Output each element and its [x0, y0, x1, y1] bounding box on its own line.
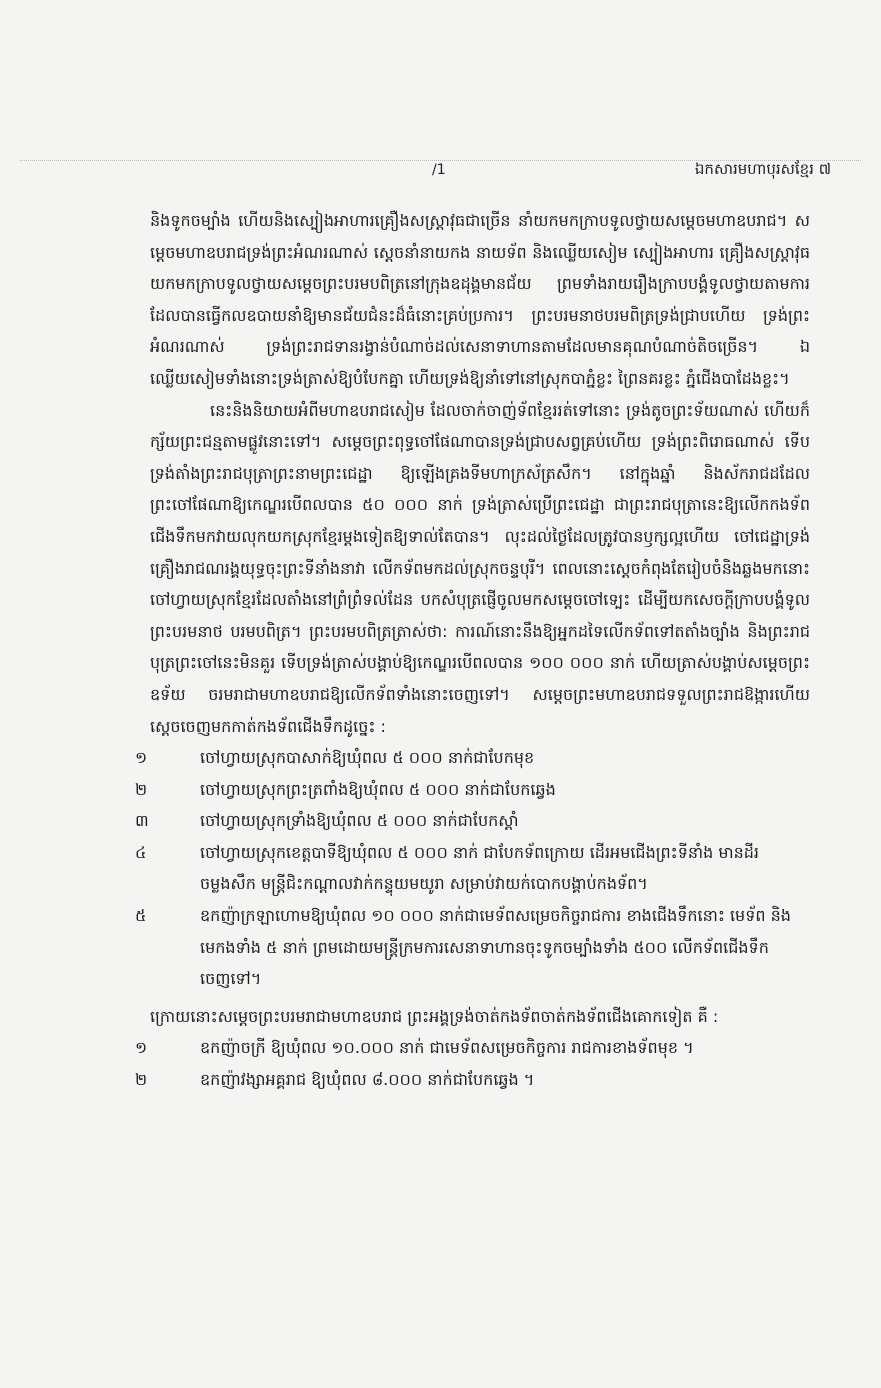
list-item-text: ឧកញ៉ាចក្រី ឱ្យឃុំពល ១០.០០០ នាក់ ជាមេទ័ពសម្រេចកិច្ចការ រាជការខាងទ័ពមុខ ។: [200, 1038, 694, 1058]
list-item: [135, 805, 810, 837]
list-item-text: ចៅហ្វាយស្រុកបាសាក់ឱ្យឃុំពល ៥ ០០០ នាក់ជាបែកមុខ: [200, 748, 535, 768]
paragraph: ក្រោយនោះសម្តេចព្រះបរមរាជាមហាឧបរាជ ព្រះអង្គទ្រង់ចាត់កងទ័ពចាត់កងទ័ពជើងគោកទៀត គឺ :: [150, 1006, 719, 1026]
list-item: [135, 774, 810, 806]
list-item-number: ២: [135, 1070, 148, 1090]
page-number: /1: [432, 162, 446, 178]
list-item-number: ៣: [135, 811, 149, 831]
document-title: ឯកសារមហាបុរសខ្មែរ ៧: [694, 160, 831, 178]
list-item-number: ២: [135, 779, 148, 799]
list-item-text: ចៅហ្វាយស្រុកខេត្តបាទីឱ្យឃុំពល ៥ ០០០ នាក់ ជាបែកទ័ពក្រោយ ដើរអមជើងព្រះទីនាំង មានដីរចម្លងសឹក មន្ត្រីជិះកណ្តាលវាក់កន្ទុយមយូរា សម្រាប់វាយក់បោកបង្គាប់កងទ័ព។: [200, 842, 759, 894]
list-item-text: ចៅហ្វាយស្រុកព្រះត្រពាំងឱ្យឃុំពល ៥ ០០០ នាក់ជាបែកឆ្វេង: [200, 779, 556, 799]
land-army-list-two: [135, 1032, 810, 1095]
land-army-list-one: [135, 742, 810, 995]
list-item: [135, 1032, 810, 1064]
list-item: [135, 1064, 810, 1096]
list-item: [135, 837, 810, 900]
list-item-number: ៥: [135, 906, 147, 926]
page-header: [0, 160, 881, 190]
list-item-number: ១: [135, 748, 148, 768]
list-item-number: ៤: [135, 842, 147, 862]
list-item-text: ឧកញ៉ាវង្សាអគ្គរាជ ឱ្យឃុំពល ៨.០០០ នាក់ជាបែកឆ្វេង ។: [200, 1070, 535, 1090]
list-item: [135, 742, 810, 774]
document-body: [135, 205, 810, 1096]
list-item: [135, 900, 810, 995]
list-item-text: ចៅហ្វាយស្រុកទ្រាំងឱ្យឃុំពល ៥ ០០០ នាក់ជាបែកស្តាំ: [200, 811, 519, 831]
paragraph: នេះនិងនិយាយអំពីមហាឧបរាជសៀម ដែលចាក់ចាញ់ទ័ពខ្មែររត់ទៅនោះ ទ្រង់តូចព្រះទ័យណាស់ ហើយក៏ក្ស័យព្រះជន្មតាមផ្លូវនោះទៅ។ សម្តេចព្រះពុទ្ធចៅផែណាបានទ្រង់ជ្រាបសព្វគ្រប់ហើយ ទ្រង់ព្រះពិរោធណាស់ ទើបទ្រង់តាំងព្រះរាជបុត្រាព្រះនាមព្រះជេដ្ឋា ឱ្យឡើងគ្រងទីមហាក្រស័ត្រសឹក។ នៅក្នុងឆ្នាំ និងស័ករាជដដែល ព្រះចៅផែណាឱ្យកេណ្ឌរបើពលបាន ៥០ ០០០ នាក់ ទ្រង់ត្រាស់ប្រើព្រះជេដ្ឋា ជាព្រះរាជបុត្រានេះឱ្យលើកកងទ័ពជើងទឹកមកវាយលុកយកស្រុកខ្មែរម្តងទៀតឱ្យទាល់តែបាន។ លុះដល់ថ្ងៃដែលត្រូវបានឫក្សល្អហើយ ចៅជេដ្ឋាទ្រង់គ្រឿងរាជណរង្គយុទ្ធចុះព្រះទីនាំងនាវា លើកទ័ពមកដល់ស្រុកចន្ទបុរី។ ពេលនោះស្តេចកំពុងតែរៀបចំនិងឆ្លងមកនោះ ចៅហ្វាយស្រុកខ្មែរដែលតាំងនៅព្រំព្រំទល់ដែន បកសំបុត្រផ្ញើចូលមកសម្តេចចៅទ្បេះ ដើម្បីយកសេចក្តីក្រាបបង្គំទូលព្រះបរមនាថ បរមបពិត្រ។ ព្រះបរមបពិត្រត្រាស់ថា: ការណ៍នោះនឹងឱ្យអ្នកដទៃលើកទ័ពទៅតតាំងច្បាំង និងព្រះរាជបុត្រព្រះចៅនេះមិនគួរ ទើបទ្រង់ត្រាស់បង្គាប់ឱ្យកេណ្ឌរបើពលបាន ១០០ ០០០ នាក់ ហើយត្រាស់បង្គាប់សម្តេចព្រះឧទ័យ ចរមរាជាមហាឧបរាជឱ្យលើកទ័ពទាំងនោះចេញទៅ។ សម្តេចព្រះមហាឧបរាជទទួលព្រះរាជឱង្ការហើយ ស្តេចចេញមកកាត់កងទ័ពជើងទឹកដូច្នេះ :: [150, 400, 810, 736]
list-item-number: ១: [135, 1038, 148, 1058]
paragraph: និងទូកចម្បាំង ហើយនិងស្បៀងអាហារគ្រឿងសស្ត្រាវុធជាច្រើន នាំយកមកក្រាបទូលថ្វាយសម្តេចមហាឧបរាជ។ សម្តេចមហាឧបរាជទ្រង់ព្រះអំណរណាស់ ស្តេចនាំនាយកង នាយទ័ព និងឈ្លើយសៀម ស្បៀងអាហារ គ្រឿងសស្ត្រាវុធ យកមកក្រាបទូលថ្វាយសម្តេចព្រះបរមបពិត្រនៅក្រុងឧដុង្គមានជ័យ ព្រមទាំងរាយរឿងក្រាបបង្គំទូលថ្វាយតាមការដែលបានធ្វើកលឧបាយនាំឱ្យមានជ័យជំនះដ៏ធំនោះគ្រប់ប្រការ។ ព្រះបរមនាថបរមពិត្រទ្រង់ជ្រាបហើយ ទ្រង់ព្រះអំណរណាស់ ទ្រង់ព្រះរាជទានរង្វាន់បំណាច់ដល់សេនាទាហានតាមដែលមានគុណបំណាច់តិចច្រើន។ ឯឈ្លើយសៀមទាំងនោះទ្រង់ត្រាស់ឱ្យបំបែកគ្នា ហើយទ្រង់ឱ្យនាំទៅនៅស្រុកបាភ្នំខ្លះ ព្រៃនគរខ្លះ ភ្នំជើងបាដែងខ្លះ។: [150, 211, 810, 388]
list-item-text: ឧកញ៉ាក្រឡាហោមឱ្យឃុំពល ១០ ០០០ នាក់ជាមេទ័ពសម្រេចកិច្ចរាជការ ខាងជើងទឹកនោះ មេទ័ព និងមេកងទាំង ៥ នាក់ ព្រមដោយមន្ត្រីក្រមការសេនាទាហានចុះទូកចម្បាំងទាំង ៥០០ លើកទ័ពជើងទឹកចេញទៅ។: [200, 906, 791, 989]
